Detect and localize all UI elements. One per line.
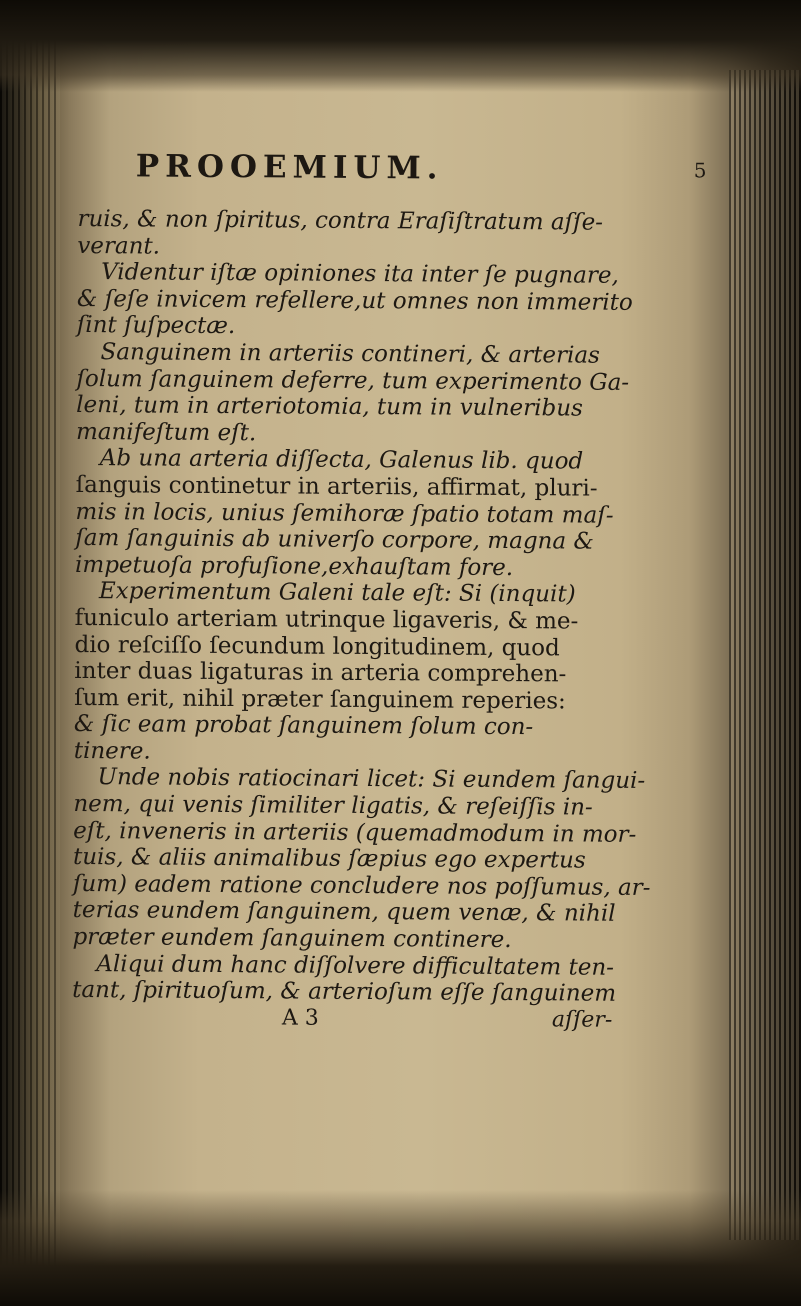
- text-line: Ab una arteria diſſecta, Galenus lib. quod: [99, 445, 584, 475]
- text-line: ſum erit, nihil præter ſanguinem reperies:: [74, 684, 566, 715]
- text-line: Aliqui dum hanc diſſolvere difficultatem ten-: [96, 950, 615, 981]
- text-line: ſum) eadem ratione concludere nos poſſumus, ar-: [72, 870, 651, 901]
- text-line: ſanguis continetur in arteriis, affirmat, pluri-: [75, 471, 598, 502]
- text-line: & ſic eam probat ſanguinem ſolum con-: [73, 711, 534, 741]
- text-line: tinere.: [73, 737, 151, 765]
- text-line: Sanguinem in arteriis contineri, & arterias: [100, 339, 600, 369]
- text-line: inter duas ligaturas in arteria comprehen-: [74, 658, 567, 688]
- text-line: tuis, & aliis animalibus ſæpius ego expertus: [72, 844, 586, 874]
- text-line: ſolum ſanguinem deferre, tum experimento Ga-: [76, 365, 630, 396]
- signature-mark: A 3: [281, 1005, 319, 1031]
- text-line: manifeſtum eſt.: [75, 418, 257, 447]
- text-line: impetuoſa profuſione,exhauſtam fore.: [75, 551, 514, 581]
- text-line: verant.: [77, 232, 161, 260]
- text-line: eſt, inveneris in arteriis (quemadmodum in mor-: [73, 817, 637, 848]
- text-line: funiculo arteriam utrinque ligaveris, & me-: [74, 604, 579, 635]
- page-number: 5: [693, 158, 707, 183]
- text-line: tant, ſpirituoſum, & arterioſum eſſe ſanguinem: [72, 977, 617, 1007]
- book-gutter: [0, 0, 60, 1306]
- text-line: dio reſciſſo ſecundum longitudinem, quod: [74, 631, 560, 661]
- text-line: ſam ſanguinis ab univerſo corpore, magna &: [75, 525, 594, 555]
- text-line: Videntur iſtæ opiniones ita inter ſe pugnare,: [101, 259, 619, 289]
- bottom-shadow: [0, 1190, 801, 1306]
- running-head: PROOEMIUM.: [135, 148, 444, 187]
- page-fore-edge: [729, 70, 801, 1240]
- top-shadow: [0, 0, 801, 92]
- text-line: terias eundem ſanguinem, quem venæ, & nihil: [72, 897, 616, 928]
- text-line: Experimentum Galeni tale eſt: Si (inquit): [98, 578, 576, 608]
- text-line: ruis, & non ſpiritus, contra Eraſiſtratum aſſe-: [77, 205, 604, 236]
- text-line: Unde nobis ratiocinari licet: Si eundem ſangui-: [97, 764, 646, 795]
- page-footer: [72, 1004, 732, 1039]
- text-line: præter eundem ſanguinem continere.: [72, 924, 512, 954]
- catchword: aſſer-: [551, 1007, 613, 1033]
- text-line: leni, tum in arteriotomia, tum in vulneribus: [76, 392, 583, 422]
- text-line: & ſeſe invicem refellere,ut omnes non immerito: [76, 285, 633, 316]
- body-text: [72, 206, 738, 1008]
- page-header: [78, 148, 738, 205]
- text-line: nem, qui venis ſimiliter ligatis, & reſeiſſis in-: [73, 791, 593, 821]
- text-line: mis in locis, unius ſemihoræ ſpatio totam maſ-: [75, 498, 614, 529]
- page-text-block: [71, 148, 738, 1203]
- text-line: ſint ſuſpectæ.: [76, 312, 236, 340]
